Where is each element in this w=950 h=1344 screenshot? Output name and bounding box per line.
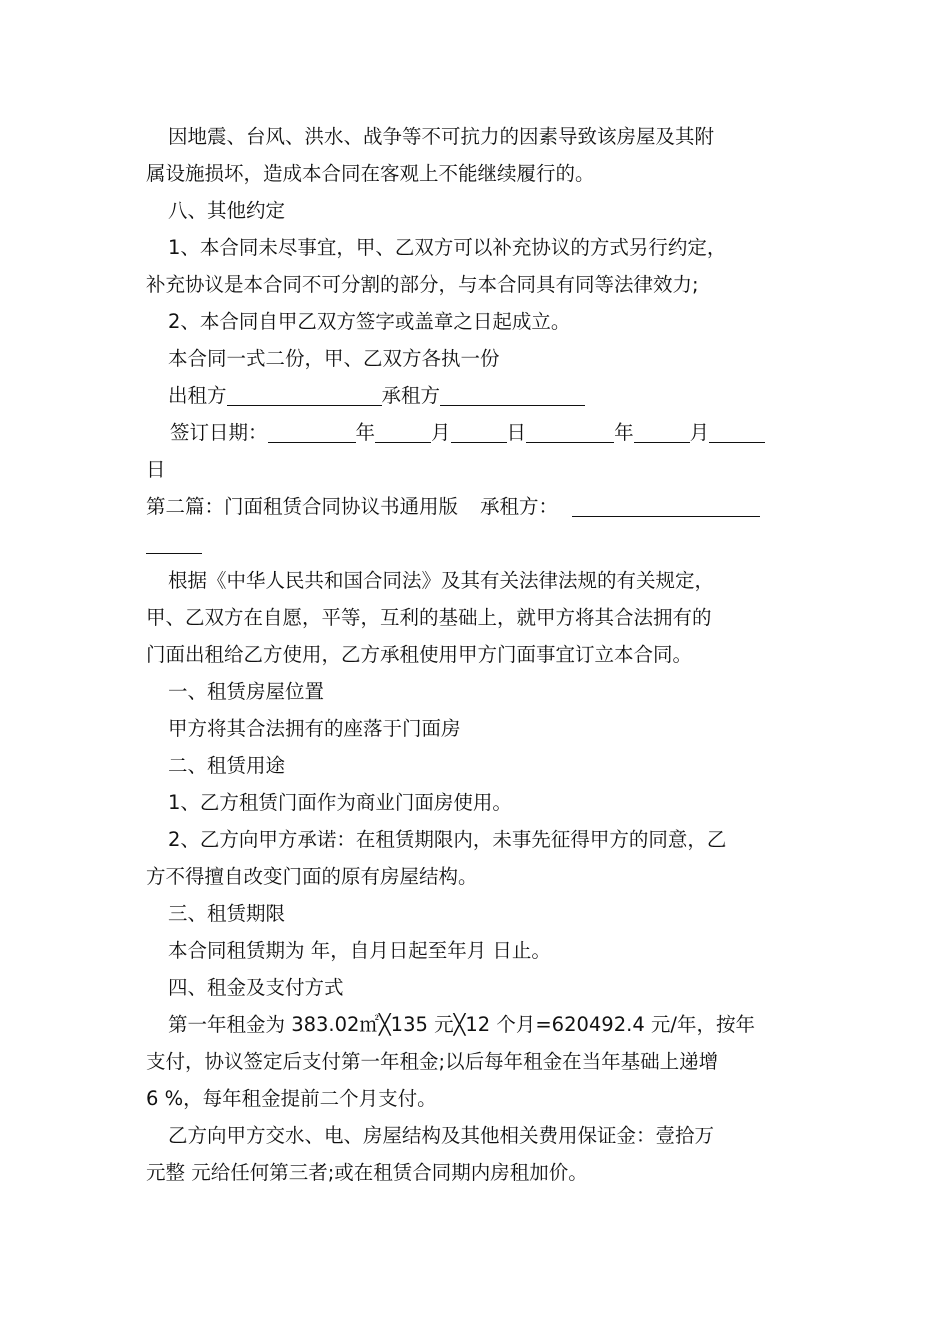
signing-date-line [146,414,808,451]
intro-line-3: 门面出租给乙方使用，乙方承租使用甲方门面事宜订立本合同。 [146,643,693,666]
month-blank-2 [634,418,690,443]
deposit-line-2: 元整 元给任何第三者;或在租赁合同期内房租加价。 [146,1161,588,1184]
lessee-blank [440,381,585,406]
chapter-2-lessee-label: 承租方： [480,495,559,518]
year-label: 年 [355,421,376,444]
rent-line-3: 6 %，每年租金提前二个月支付。 [146,1087,437,1110]
year-label-2: 年 [614,421,634,444]
chapter-2-title-line [146,488,808,525]
deposit-line-1: 乙方向甲方交水、电、房屋结构及其他相关费用保证金：壹拾万 [168,1124,715,1147]
clause-8-1-line-1: 1、本合同未尽事宜，甲、乙双方可以补充协议的方式另行约定， [168,236,727,259]
section-3-heading: 三、租赁期限 [168,902,286,925]
section-1-heading: 一、租赁房屋位置 [168,680,325,703]
force-majeure-line-2: 属设施损坏，造成本合同在客观上不能继续履行的。 [146,162,595,185]
signing-date-label: 签订日期： [170,421,268,444]
signature-line [146,377,808,414]
clause-8-2: 2、本合同自甲乙双方签字或盖章之日起成立。 [168,310,571,333]
day-blank [451,418,507,443]
day-label: 日 [506,421,527,444]
signing-date-day: 日 [146,458,166,481]
lessor-blank [227,381,382,406]
section-4-heading: 四、租金及支付方式 [168,976,344,999]
copies-statement: 本合同一式二份，甲、乙双方各执一份 [168,347,500,370]
intro-line-1: 根据《中华人民共和国合同法》及其有关法律法规的有关规定， [168,569,715,592]
lessor-label: 出租方 [168,384,227,407]
rent-line-2: 支付，协议签定后支付第一年租金;以后每年租金在当年基础上递增 [146,1050,719,1073]
lessee-blank-continued [146,529,202,554]
lessee-label: 承租方 [381,384,441,407]
section-1-text: 甲方将其合法拥有的座落于门面房 [168,717,461,740]
month-label: 月 [431,421,451,444]
chapter-2-title: 第二篇：门面租赁合同协议书通用版 [146,495,459,518]
intro-line-2: 甲、乙双方在自愿，平等，互利的基础上，就甲方将其合法拥有的 [146,606,712,629]
section-2-item-1: 1、乙方租赁门面作为商业门面房使用。 [168,791,512,814]
rent-line-1: 第一年租金为 383.02㎡╳135 元╳12 个月=620492.4 元/年，按年 [168,1013,755,1036]
section-2-item-2-line-2: 方不得擅自改变门面的原有房屋结构。 [146,865,478,888]
chapter-2-lessee-blank [572,492,760,517]
section-2-heading: 二、租赁用途 [168,754,286,777]
section-8-heading: 八、其他约定 [168,199,286,222]
year-blank-2 [526,418,614,443]
day-blank-2 [709,418,765,443]
force-majeure-line-1: 因地震、台风、洪水、战争等不可抗力的因素导致该房屋及其附 [168,125,715,148]
section-3-text: 本合同租赁期为 年，自月日起至年月 日止。 [168,939,551,962]
year-blank [268,418,356,443]
month-blank [375,418,431,443]
document-body [146,118,808,1191]
chapter-2-blank-continuation [146,525,808,562]
clause-8-1-line-2: 补充协议是本合同不可分割的部分，与本合同具有同等法律效力; [146,273,699,296]
section-2-item-2-line-1: 2、乙方向甲方承诺：在租赁期限内，未事先征得甲方的同意，乙 [168,828,727,851]
month-label-2: 月 [689,421,710,444]
